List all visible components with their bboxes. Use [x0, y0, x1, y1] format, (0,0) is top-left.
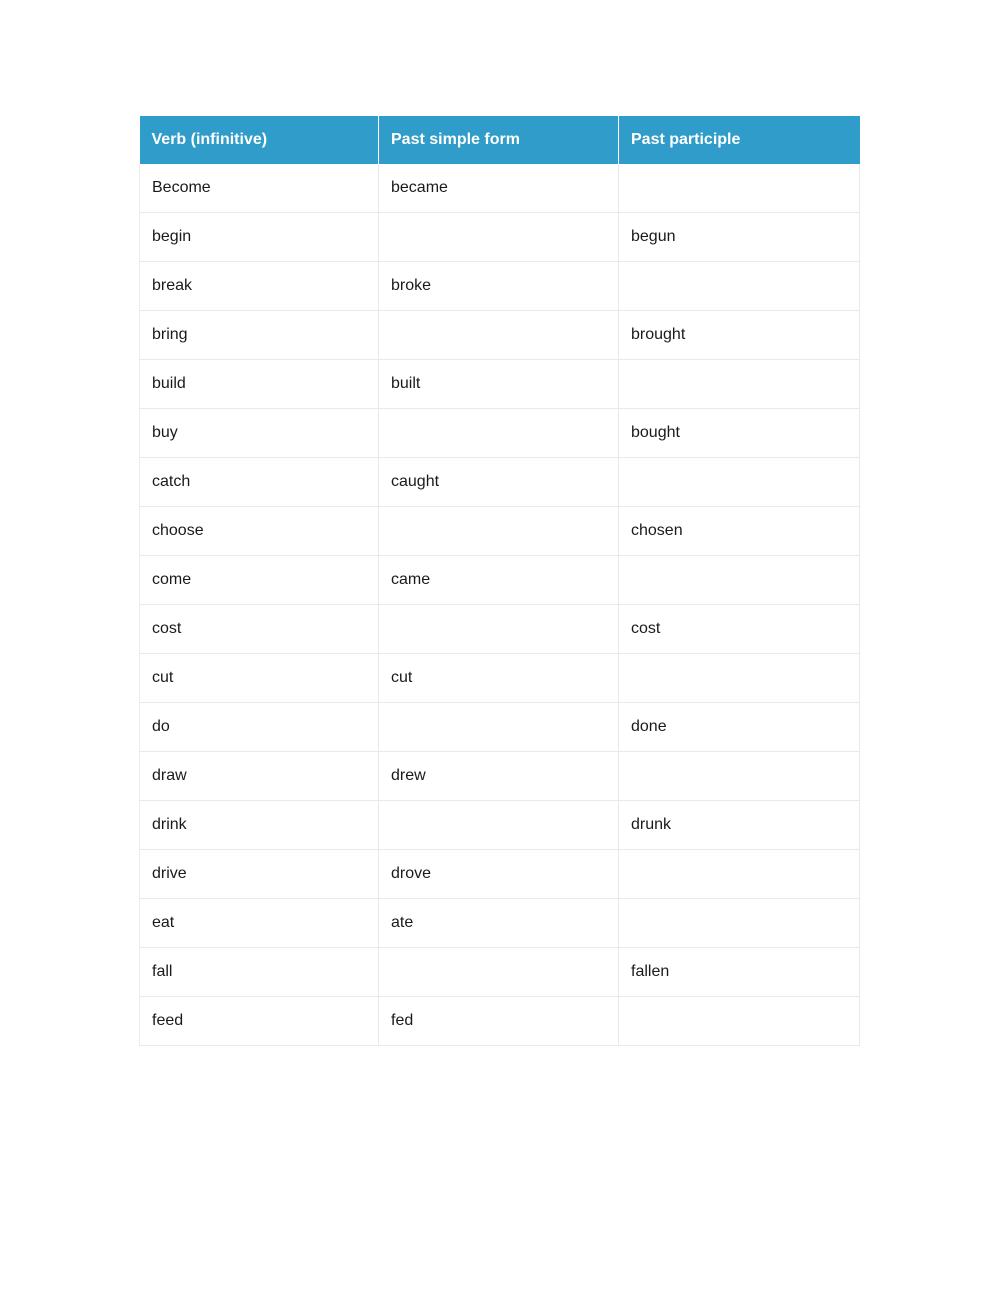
table-row [140, 997, 860, 1046]
cell-past-participle: bought [619, 409, 860, 458]
cell-past-participle: drunk [619, 801, 860, 850]
cell-past-simple: cut [379, 654, 619, 703]
cell-infinitive: come [140, 556, 379, 605]
header-infinitive: Verb (infinitive) [140, 116, 379, 164]
table-row [140, 752, 860, 801]
table-body [140, 164, 860, 1046]
cell-past-participle: done [619, 703, 860, 752]
cell-past-participle: brought [619, 311, 860, 360]
cell-past-simple: ate [379, 899, 619, 948]
cell-past-participle [619, 360, 860, 409]
cell-past-simple [379, 409, 619, 458]
cell-past-simple: fed [379, 997, 619, 1046]
cell-past-simple [379, 801, 619, 850]
cell-infinitive: feed [140, 997, 379, 1046]
header-past-simple: Past simple form [379, 116, 619, 164]
cell-past-participle [619, 850, 860, 899]
cell-past-simple: drew [379, 752, 619, 801]
cell-infinitive: bring [140, 311, 379, 360]
cell-past-simple: broke [379, 262, 619, 311]
cell-past-simple: caught [379, 458, 619, 507]
table-row [140, 164, 860, 213]
cell-past-simple: became [379, 164, 619, 213]
table-row [140, 556, 860, 605]
cell-past-simple [379, 311, 619, 360]
cell-infinitive: cost [140, 605, 379, 654]
table-row [140, 899, 860, 948]
cell-past-participle [619, 997, 860, 1046]
table-row [140, 605, 860, 654]
cell-infinitive: fall [140, 948, 379, 997]
table-row [140, 360, 860, 409]
cell-infinitive: catch [140, 458, 379, 507]
cell-past-participle: chosen [619, 507, 860, 556]
cell-past-participle [619, 654, 860, 703]
cell-past-simple [379, 213, 619, 262]
cell-past-participle [619, 458, 860, 507]
cell-past-simple [379, 507, 619, 556]
cell-past-simple: came [379, 556, 619, 605]
cell-past-simple: drove [379, 850, 619, 899]
cell-infinitive: eat [140, 899, 379, 948]
table-header [140, 116, 860, 164]
table-row [140, 850, 860, 899]
table-row [140, 213, 860, 262]
cell-past-simple [379, 948, 619, 997]
header-past-participle: Past participle [619, 116, 860, 164]
table-row [140, 703, 860, 752]
cell-infinitive: cut [140, 654, 379, 703]
cell-past-simple: built [379, 360, 619, 409]
table-row [140, 458, 860, 507]
cell-past-simple [379, 703, 619, 752]
irregular-verbs-table [139, 116, 860, 1046]
table-row [140, 311, 860, 360]
cell-past-participle: begun [619, 213, 860, 262]
cell-past-participle: cost [619, 605, 860, 654]
cell-past-participle [619, 262, 860, 311]
table-row [140, 801, 860, 850]
cell-past-participle: fallen [619, 948, 860, 997]
cell-infinitive: buy [140, 409, 379, 458]
cell-past-simple [379, 605, 619, 654]
cell-infinitive: drink [140, 801, 379, 850]
cell-infinitive: do [140, 703, 379, 752]
cell-infinitive: begin [140, 213, 379, 262]
table-row [140, 948, 860, 997]
cell-infinitive: drive [140, 850, 379, 899]
table-row [140, 654, 860, 703]
table-row [140, 409, 860, 458]
cell-infinitive: draw [140, 752, 379, 801]
cell-infinitive: build [140, 360, 379, 409]
cell-infinitive: choose [140, 507, 379, 556]
cell-past-participle [619, 752, 860, 801]
cell-past-participle [619, 164, 860, 213]
table-row [140, 507, 860, 556]
cell-past-participle [619, 899, 860, 948]
table-row [140, 262, 860, 311]
header-row [140, 116, 860, 164]
cell-past-participle [619, 556, 860, 605]
cell-infinitive: Become [140, 164, 379, 213]
cell-infinitive: break [140, 262, 379, 311]
